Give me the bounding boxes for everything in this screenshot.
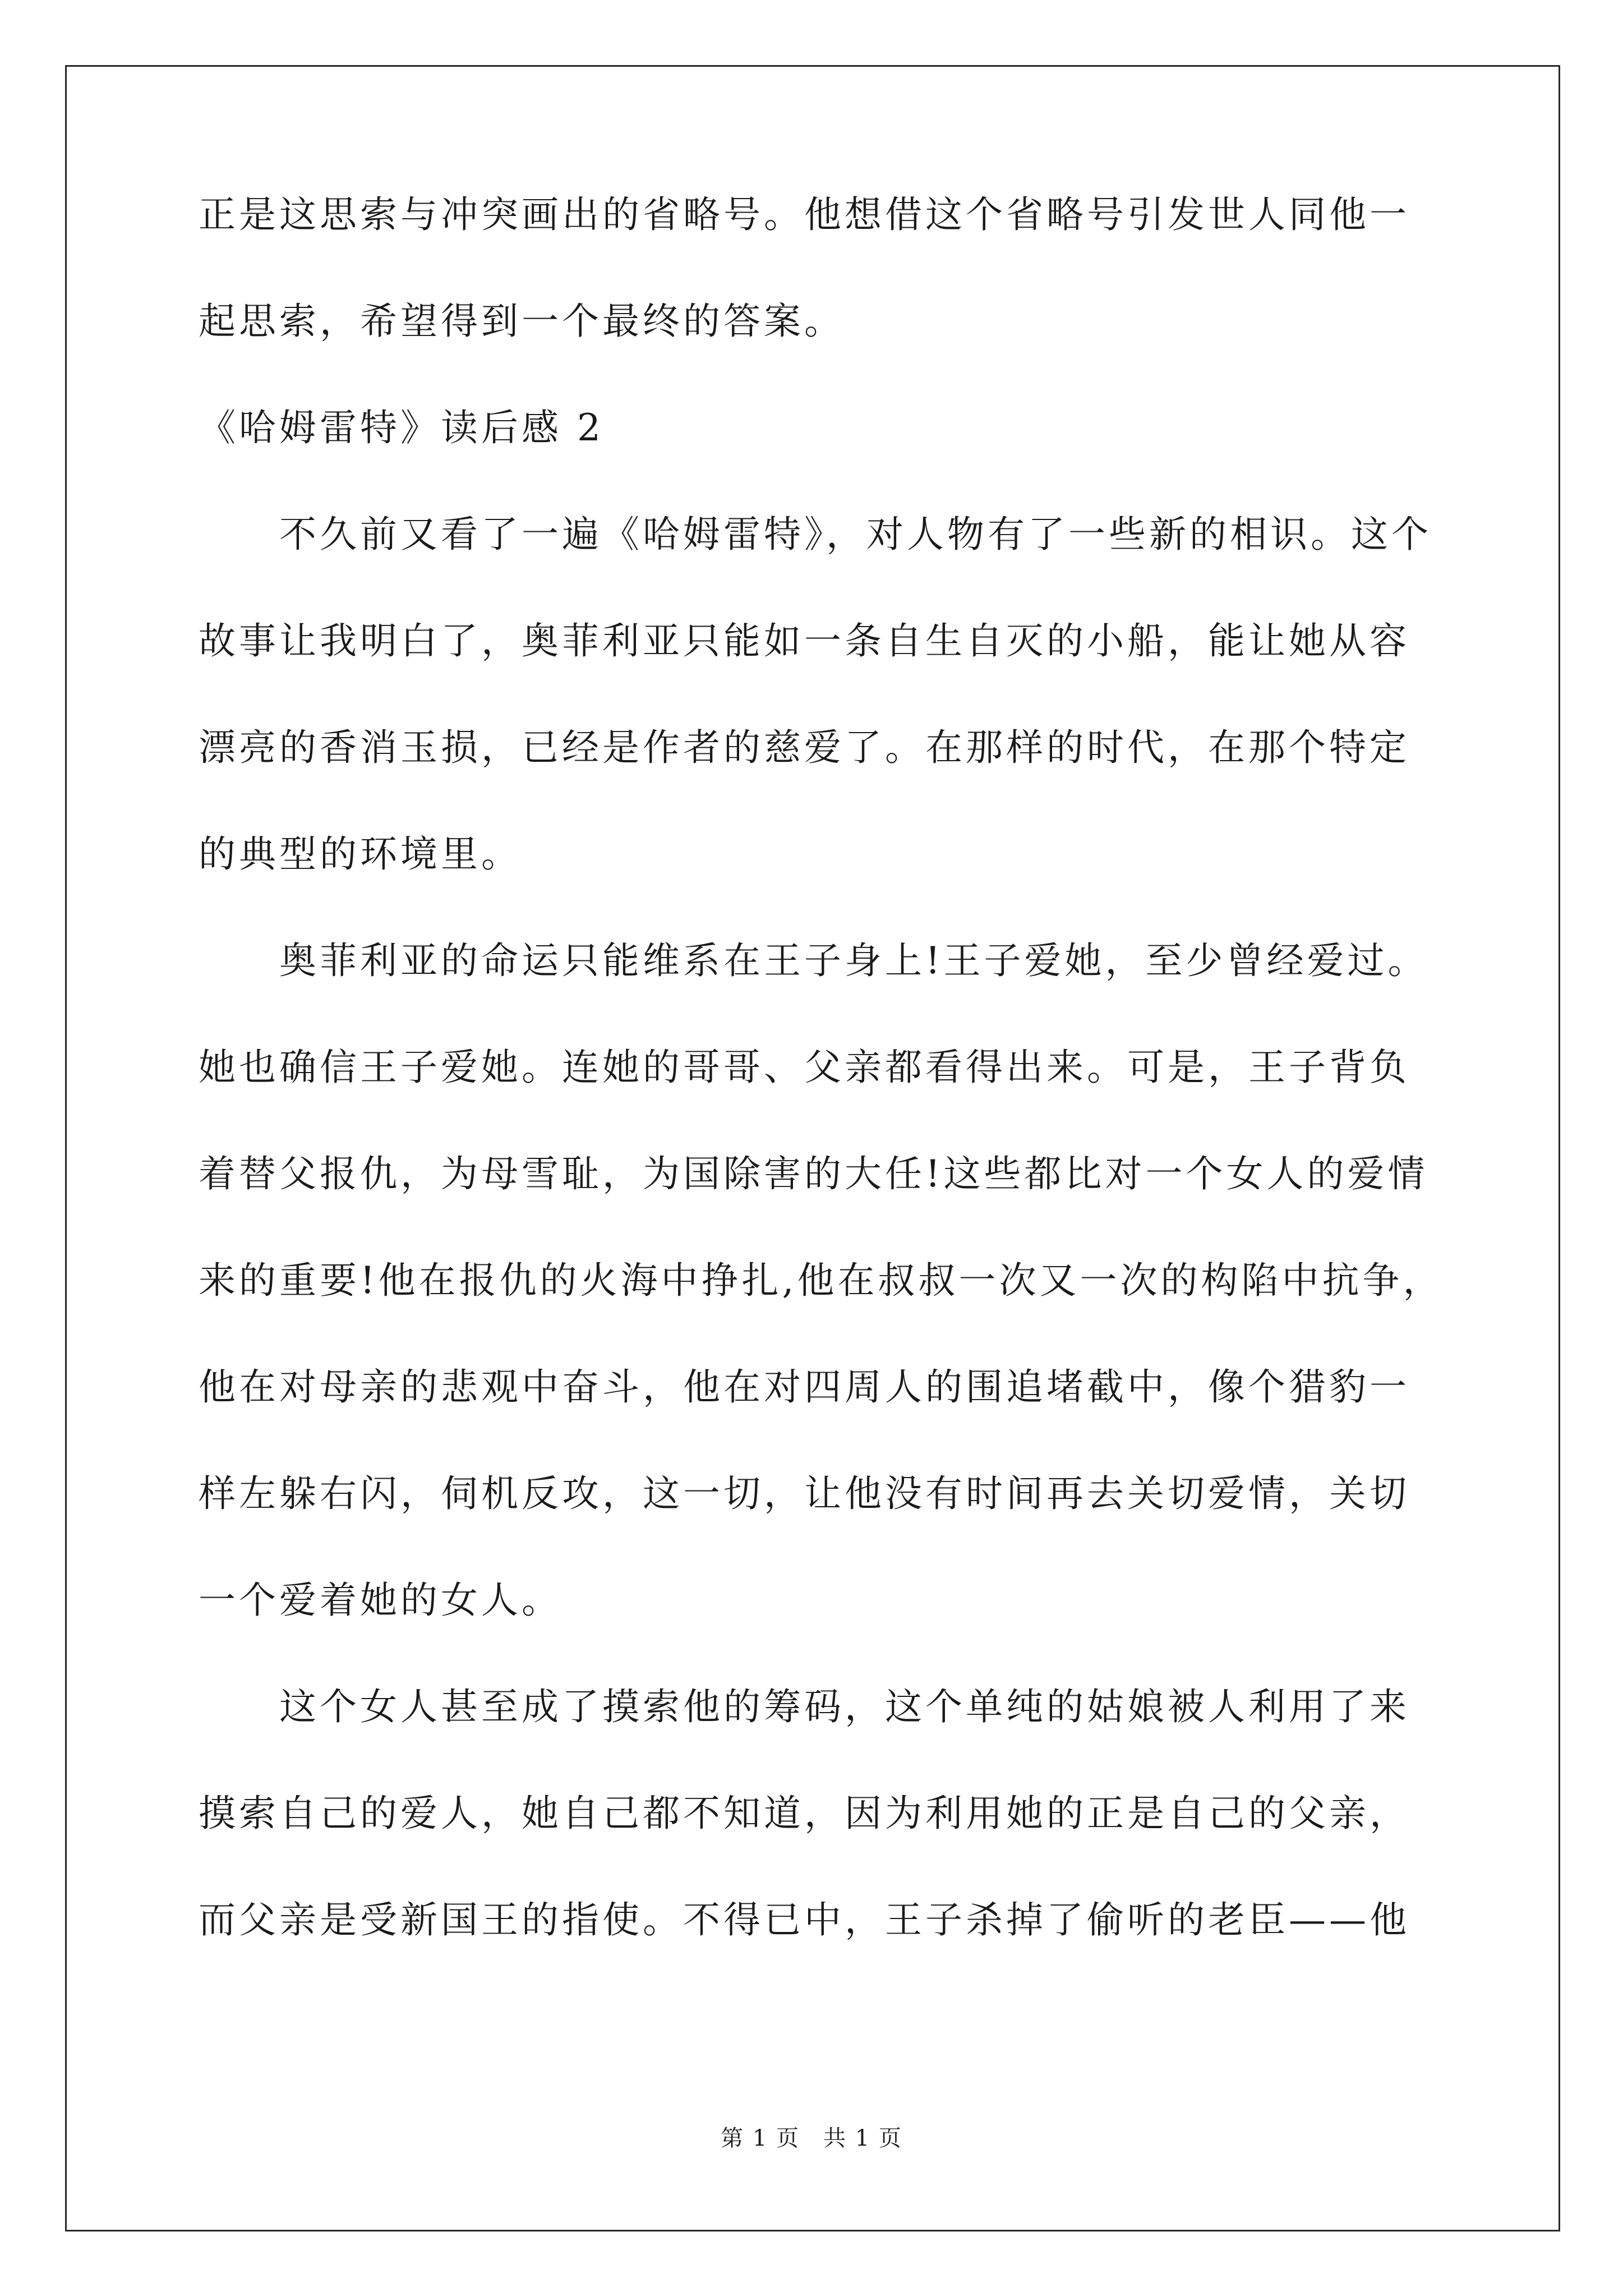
text-line: 奥菲利亚的命运只能维系在王子身上!王子爱她，至少曾经爱过。 xyxy=(199,939,1428,982)
text-line: 起思索，希望得到一个最终的答案。 xyxy=(199,300,845,343)
text-line: 摸索自己的爱人，她自己都不知道，因为利用她的正是自己的父亲， xyxy=(199,1792,1410,1835)
text-line: 来的重要!他在报仇的火海中挣扎,他在叔叔一次又一次的构陷中抗争， xyxy=(199,1259,1444,1302)
text-line: 不久前又看了一遍《哈姆雷特》，对人物有了一些新的相识。这个 xyxy=(199,513,1432,556)
text-line: 的典型的环境里。 xyxy=(199,832,522,876)
text-line: 他在对母亲的悲观中奋斗，他在对四周人的围追堵截中，像个猎豹一 xyxy=(199,1365,1410,1409)
text-line: 样左躲右闪，伺机反攻，这一切，让他没有时间再去关切爱情，关切 xyxy=(199,1472,1410,1515)
text-line: 正是这思索与冲突画出的省略号。他想借这个省略号引发世人同他一 xyxy=(199,193,1410,236)
text-line: 故事让我明白了，奥菲利亚只能如一条自生自灭的小船，能让她从容 xyxy=(199,619,1410,662)
page-number: 第 1 页 共 1 页 xyxy=(721,2125,902,2151)
text-line: 而父亲是受新国王的指使。不得已中，王子杀掉了偷听的老臣——他 xyxy=(199,1898,1410,1941)
text-line: 漂亮的香消玉损，已经是作者的慈爱了。在那样的时代，在那个特定 xyxy=(199,726,1410,769)
text-line: 一个爱着她的女人。 xyxy=(199,1579,562,1622)
text-line: 这个女人甚至成了摸索他的筹码，这个单纯的姑娘被人利用了来 xyxy=(199,1685,1410,1728)
text-line: 她也确信王子爱她。连她的哥哥、父亲都看得出来。可是，王子背负 xyxy=(199,1046,1410,1089)
section-heading: 《哈姆雷特》读后感 2 xyxy=(199,406,604,449)
text-line: 着替父报仇，为母雪耻，为国除害的大任!这些都比对一个女人的爱情 xyxy=(199,1152,1428,1195)
